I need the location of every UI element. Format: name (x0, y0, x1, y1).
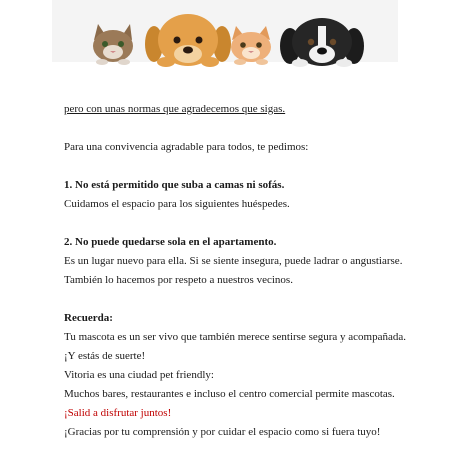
recuerda-line-2: ¡Y estás de suerte! (64, 350, 146, 362)
golden-dog-icon (145, 14, 231, 67)
orange-cat-icon (231, 26, 271, 65)
recuerda-line-4: Muchos bares, restaurantes e incluso el centro comercial permite mascotas. (64, 388, 395, 400)
rule-1-title: 1. No está permitido que suba a camas ni sofás. (64, 179, 285, 191)
rule-2-text-2: También lo hacemos por respeto a nuestros vecinos. (64, 274, 293, 286)
recuerda-line-1: Tu mascota es un ser vivo que también merece sentirse segura y acompañada. (64, 331, 407, 343)
rule-1-text: Cuidamos el espacio para los siguientes huéspedes. (64, 198, 290, 210)
closing-line: ¡Gracias por tu comprensión y por cuidar el espacio como si fuera tuyo! (64, 426, 381, 438)
intro-line: pero con unas normas que agradecemos que sigas. (64, 103, 286, 115)
recuerda-line-5: ¡Salid a disfrutar juntos! (64, 407, 172, 419)
black-dog-icon (280, 18, 364, 67)
recuerda-title: Recuerda: (64, 312, 113, 324)
tabby-cat-icon (93, 24, 133, 65)
document-body (64, 100, 407, 442)
recuerda-line-3: Vitoria es una ciudad pet friendly: (64, 369, 214, 381)
pets-illustration (52, 0, 398, 78)
request-line: Para una convivencia agradable para todos, te pedimos: (64, 141, 309, 153)
rule-2-text-1: Es un lugar nuevo para ella. Si se siente insegura, puede ladrar o angustiarse. (64, 255, 403, 267)
pets-banner-image (52, 0, 398, 78)
rule-2-title: 2. No puede quedarse sola en el apartamento. (64, 236, 277, 248)
